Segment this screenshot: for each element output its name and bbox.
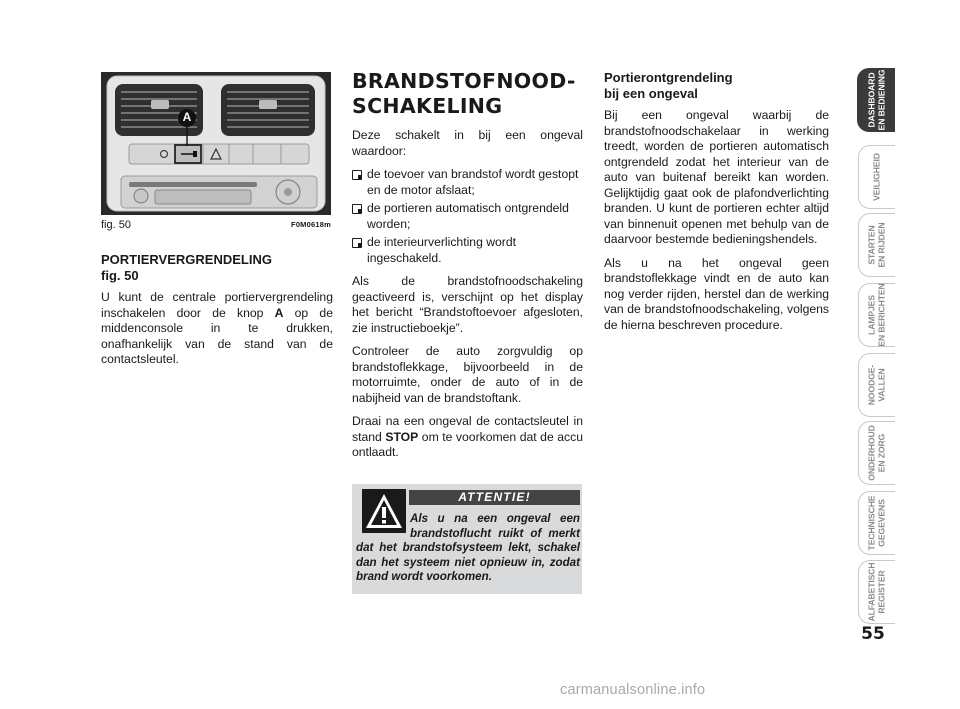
figure-caption — [101, 219, 331, 233]
console-illustration — [101, 72, 331, 215]
warning-text: Als u na een ongeval een brandstoflucht ruikt of merkt dat het brandstofsysteem lekt, schakel dan het systeem niet opnieuw in, zodat brand wordt voorkomen. — [356, 512, 580, 583]
tab-maintenance[interactable] — [858, 421, 895, 485]
check-leak-paragraph: Controleer de auto zorgvuldig op brandstoflekkage, bijvoorbeeld in de motorruimte, onder de auto of in de nabijheid van de brandstoftank. — [352, 344, 583, 405]
unlock-paragraph: Bij een ongeval waarbij de brandstofnoodschakelaar in werking treedt, worden de portieren automatisch ontgrendeld zodat het interieur van de auto van buitenaf bereikt kan worden. Gelijktijdig gaat ook de plafondverlichting branden. U kunt de portieren echter altijd van binnenuit openen met behulp van de daarvoor bestemde bedieningshendels. — [604, 108, 829, 246]
tab-label: DASHBOARD EN BEDIENING — [866, 69, 886, 131]
figure-number: fig. 50 — [101, 219, 131, 231]
subsection-heading-line2: bij een ongeval — [604, 86, 698, 101]
tab-warning-lights[interactable] — [858, 283, 895, 347]
tab-dashboard[interactable] — [857, 68, 895, 132]
list-item: de toevoer van brandstof wordt gestopt en de motor afslaat; — [352, 167, 583, 198]
central-locking-paragraph: U kunt de centrale portiervergrendeling inschakelen door de knop A op de middenconsole in te drukken, onafhankelijk van de stand van de contactsleutel. — [101, 290, 333, 366]
list-item: de interieurverlichting wordt ingeschakeld. — [352, 235, 583, 266]
button-a-label: A — [182, 110, 192, 124]
page-title: BRANDSTOFNOOD- SCHAKELING — [352, 69, 576, 118]
tab-label: NOODGE- VALLEN — [866, 364, 886, 406]
list-item: de portieren automatisch ontgrendeld worden; — [352, 201, 583, 232]
console-figure — [101, 72, 331, 215]
right-column — [604, 70, 829, 341]
middle-column — [352, 128, 583, 469]
warning-badge: ATTENTIE! — [409, 490, 580, 505]
section-heading: PORTIERVERGRENDELING — [101, 252, 272, 267]
restore-paragraph: Als u na het ongeval geen brandstoflekkage vindt en de auto kan nog verder rijden, herstel dan de werking van de brandstofnoodschakeling, volgens de hierna beschreven procedure. — [604, 255, 829, 332]
tab-starting[interactable] — [858, 213, 895, 277]
tab-label: TECHNISCHE GEGEVENS — [866, 495, 886, 551]
figure-code: F0M0618m — [291, 220, 331, 229]
tab-label: VEILIGHEID — [871, 153, 882, 201]
tab-label: STARTEN EN RIJDEN — [866, 222, 886, 268]
tab-emergencies[interactable] — [858, 353, 895, 417]
page-number: 55 — [861, 624, 885, 644]
checkbox-bullet-icon — [352, 238, 362, 248]
checkbox-bullet-icon — [352, 170, 362, 180]
ignition-paragraph: Draai na een ongeval de contactsleutel in stand STOP om te voorkomen dat de accu ontlaadt. — [352, 414, 583, 459]
watermark: carmanualsonline.info — [560, 682, 706, 698]
left-column — [101, 252, 333, 376]
subsection-heading: Portierontgrendeling — [604, 70, 733, 85]
tab-index[interactable] — [858, 560, 895, 624]
display-message-paragraph: Als de brandstofnoodschakeling geactiveerd is, verschijnt op het display het bericht “Brandstoftoevoer afgesloten, zie instructieboekje”. — [352, 274, 583, 335]
tab-label: ALFABETISCH REGISTER — [866, 562, 886, 622]
effects-list — [352, 167, 583, 266]
intro-text: Deze schakelt in bij een ongeval waardoor: — [352, 128, 583, 158]
warning-box — [352, 484, 582, 594]
tab-label: LAMPJES EN BERICHTEN — [866, 283, 886, 347]
checkbox-bullet-icon — [352, 204, 362, 214]
section-figure-ref: fig. 50 — [101, 268, 139, 283]
tab-label: ONDERHOUD EN ZORG — [866, 425, 886, 481]
tab-technical-data[interactable] — [858, 491, 895, 555]
tab-safety[interactable] — [858, 145, 895, 209]
